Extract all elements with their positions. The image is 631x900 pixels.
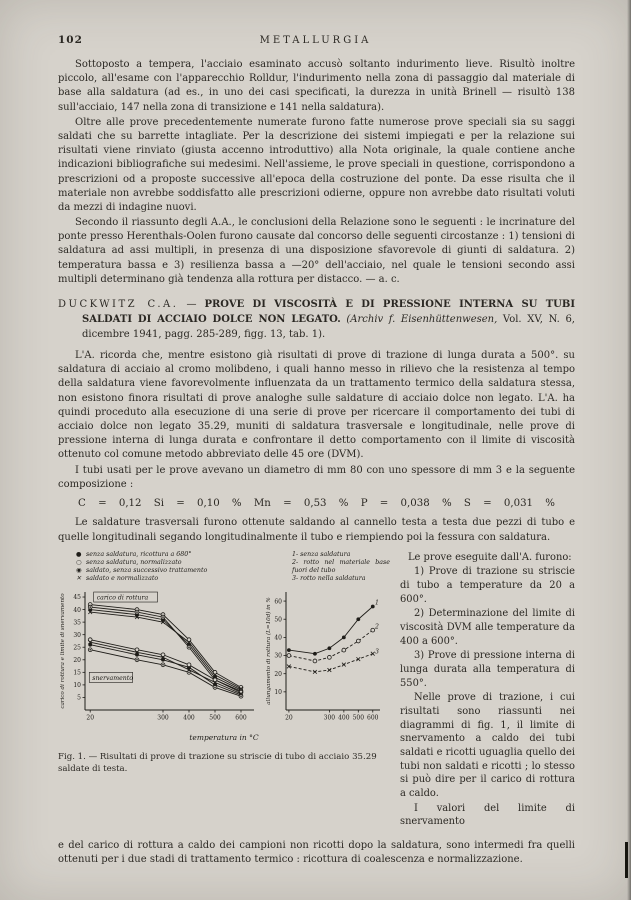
legend-marker-icon: ✕ xyxy=(76,575,82,583)
article-paragraph-tubi: I tubi usati per le prove avevano un diametro di mm 80 con uno spessore di mm 3 e la seguente composizione : xyxy=(58,464,575,490)
right-col-paragraph-trazione: Nelle prove di trazione, i cui risultati sono riassunti nei diagrammi di fig. 1, il limite di snervamento a caldo dei tubi saldati e ricotti uguaglia quello dei tubi non saldati e ricotti ; lo stesso si può dire per il carico di rottura a caldo. xyxy=(400,692,576,799)
journal-title: METALLURGIA xyxy=(259,35,372,46)
article-reference-journal: (Archiv f. Eisenhüttenwesen, xyxy=(346,314,498,325)
legend-entry xyxy=(76,559,262,567)
review-paragraph-prove-speciali: Oltre alle prove precedentemente numerate furono fatte numerose prove speciali sia su saggi saldati che su barrette intagliate. Per la descrizione dei sistemi impiegati e per la relazione sui risultati viene rinviato (giusta accenno introduttivo) alla Nota originale, la quale contiene anche indicazioni bibliografiche sui medesimi. Nell'assieme, le prove speciali in questione, corrispondono a prescrizioni od a proposte successive all'epoca della costruzione del ponte. Da esse risulta che il materiale non avrebbe soddisfatto alle prescrizioni odierne, oppure non avrebbe dato risultati voluti da mezzi di indagine nuovi. xyxy=(58,116,575,213)
right-col-item-2: 2) Determinazione del limite di viscosità DVM alle temperature da 400 a 600°. xyxy=(400,608,575,647)
legend-entry xyxy=(76,567,262,575)
review-paragraph-tempera: Sottoposto a tempera, l'acciaio esaminato accusò soltanto indurimento lieve. Risultò inoltre piccolo, all'esame con l'apparecchio Rolldur, l'indurimento nella zona di passaggio dal materiale di base alla saldatura (ad es., in uno dei casi specificati, la durezza in unità Brinell — risultò 138 sull'acciaio, 147 nella zona di transizione e 141 nella saldatura). xyxy=(58,59,575,113)
svg-text:500: 500 xyxy=(352,714,365,722)
review-paragraph-conclusioni: Secondo il riassunto degli A.A., le conclusioni della Relazione sono le seguenti : le incrinature del ponte presso Herenthals-Oolen furono causate dal concorso delle seguenti circostanze : 1) tensioni di saldatura ad assi multipli, in presenza di una disposizione sfavorevole di giunti di saldatura. 2) temperatura bassa e 3) resilienza bassa a —20° dell'acciaio, nel quale le tensioni secondo assi multipli determinano già tendenza alla rottura per distacco. — a. c. xyxy=(58,217,575,285)
tension-chart xyxy=(58,585,262,732)
legend-marker-icon xyxy=(282,559,289,575)
svg-text:20: 20 xyxy=(285,714,293,722)
svg-text:600: 600 xyxy=(235,714,247,722)
right-col-item-3: 3) Prove di pressione interna di lunga durata alla temperatura di 550°. xyxy=(400,650,575,689)
svg-text:20: 20 xyxy=(274,671,282,679)
figure-and-text-row xyxy=(58,551,575,830)
svg-text:carico di rottura: carico di rottura xyxy=(96,594,149,602)
figure-1 xyxy=(58,551,390,830)
legend-marker-icon xyxy=(282,575,289,583)
svg-text:30: 30 xyxy=(274,653,282,661)
svg-text:40: 40 xyxy=(73,607,81,615)
elongation-chart xyxy=(264,585,390,732)
right-col-intro: Le prove eseguite dall'A. furono: xyxy=(408,551,572,563)
article-heading xyxy=(58,297,575,342)
svg-text:300: 300 xyxy=(323,714,336,722)
svg-text:3: 3 xyxy=(374,649,379,657)
svg-text:5: 5 xyxy=(77,695,81,703)
svg-text:40: 40 xyxy=(274,635,282,643)
legend-label: senza saldatura, normalizzato xyxy=(86,558,182,566)
svg-text:400: 400 xyxy=(183,714,195,722)
svg-text:20: 20 xyxy=(86,714,95,722)
svg-text:snervamento: snervamento xyxy=(92,675,133,683)
svg-text:10: 10 xyxy=(73,682,81,690)
article-author: DUCKWITZ C.A. xyxy=(58,299,179,310)
composition-formula: C = 0,12 Si = 0,10 % Mn = 0,53 % P = 0,038 % S = 0,031 % xyxy=(78,497,555,509)
svg-text:20: 20 xyxy=(73,657,81,665)
legend-marker-icon: ● xyxy=(76,550,82,558)
svg-text:2: 2 xyxy=(374,623,379,631)
svg-text:50: 50 xyxy=(274,616,282,624)
page-content xyxy=(0,52,631,867)
svg-text:300: 300 xyxy=(157,714,169,722)
legend-label: 1- senza saldatura xyxy=(292,550,351,558)
legend-marker-icon: ◉ xyxy=(76,567,82,575)
svg-text:45: 45 xyxy=(73,594,81,602)
scan-mark-artifact xyxy=(625,842,628,878)
tension-chart-column xyxy=(58,551,262,733)
legend-label: 3- rotto nella saldatura xyxy=(292,575,366,583)
svg-text:60: 60 xyxy=(274,598,282,606)
svg-text:500: 500 xyxy=(209,714,221,722)
svg-text:15: 15 xyxy=(73,669,81,677)
svg-text:25: 25 xyxy=(73,644,81,652)
svg-text:600: 600 xyxy=(367,714,379,722)
right-column xyxy=(400,551,575,830)
figure-caption: Fig. 1. — Risultati di prove di trazione su striscie di tubo di acciaio 35.29 saldate di testa. xyxy=(58,752,377,774)
allungamento-di-rottura-svg xyxy=(264,585,390,727)
bottom-paragraph: e del carico di rottura a caldo dei campioni non ricotti dopo la saldatura, sono intermedi fra quelli ottenuti per i due stadi di trattamento termico : ricottura di coalescenza e normalizzazione. xyxy=(58,839,575,866)
legend-entry xyxy=(282,575,390,583)
svg-text:carico di rottura e limite di: carico di rottura e limite di snervamento xyxy=(60,593,66,710)
page-number: 102 xyxy=(58,34,83,46)
legend-entry xyxy=(76,551,262,559)
scan-edge-artifact xyxy=(627,0,631,900)
svg-text:allungamento di rottura (L=10d: allungamento di rottura (L=10d) in % xyxy=(266,597,272,706)
prove-di-trazione-svg xyxy=(58,585,262,727)
legend-marker-icon: ○ xyxy=(76,558,82,566)
article-reference-details: Vol. XV, N. 6, dicembre 1941, pagg. 285-289, figg. 13, tab. 1). xyxy=(82,314,575,340)
svg-text:1: 1 xyxy=(374,600,379,608)
legend-label: saldato, senza successivo trattamento xyxy=(86,567,208,575)
x-axis-label: temperatura in °C xyxy=(189,732,259,742)
page-header xyxy=(0,0,631,52)
legend-label: 2- rotto nel materiale base fuori del tubo xyxy=(292,558,390,575)
article-title: PROVE DI VISCOSITÀ E DI PRESSIONE INTERNA SU TUBI SALDATI DI ACCIAIO DOLCE NON LEGATO. xyxy=(82,299,576,325)
elongation-chart-column xyxy=(264,551,390,733)
legend-entry xyxy=(282,551,390,559)
article-paragraph-saldature: Le saldature trasversali furono ottenute saldando al cannello testa a testa due pezzi di tubo e quelle longitudinali segando longitudinalmente il tubo e riempiendo poi la fessura con saldatura. xyxy=(58,517,575,543)
svg-text:10: 10 xyxy=(274,689,282,697)
article-paragraph-intro: L'A. ricorda che, mentre esistono già risultati di prove di trazione di lunga durata a 500°. su saldatura di acciaio al cromo molibdeno, i quali hanno messo in rilievo che la resistenza al tempo della saldatura viene favorevolmente influenzata da un trattamento termico della saldatura stessa, non esistono finora risultati di prove analoghe sulle saldature di acciaio dolce non legato. L'A. ha quindi proceduto alla esecuzione di una serie di prove per ricercare il comportamento dei tubi di acciaio dolce non legato 35.29, muniti di saldatura trasversale e longitudinale, nelle prove di pressione interna di lunga durata e confrontare il detto comportamento con il limite di viscosità ottenuto col comune metodo abbreviato delle 45 ore (DVM). xyxy=(58,350,575,461)
right-col-item-1: 1) Prove di trazione su striscie di tubo a temperature da 20 a 600°. xyxy=(400,566,575,605)
legend-label: saldato e normalizzato xyxy=(86,575,159,583)
legend-entry xyxy=(76,575,262,583)
elongation-chart-legend xyxy=(282,551,390,584)
legend-entry xyxy=(282,559,390,575)
svg-text:35: 35 xyxy=(73,619,81,627)
legend-marker-icon xyxy=(282,551,289,559)
legend-label: senza saldatura, ricottura a 680° xyxy=(86,550,192,558)
heading-dash: — xyxy=(186,299,197,310)
svg-text:30: 30 xyxy=(73,632,81,640)
right-col-paragraph-valori: I valori del limite di snervamento xyxy=(400,802,575,828)
svg-text:400: 400 xyxy=(338,714,350,722)
figure-1-charts xyxy=(58,551,390,733)
tension-chart-legend xyxy=(76,551,262,584)
